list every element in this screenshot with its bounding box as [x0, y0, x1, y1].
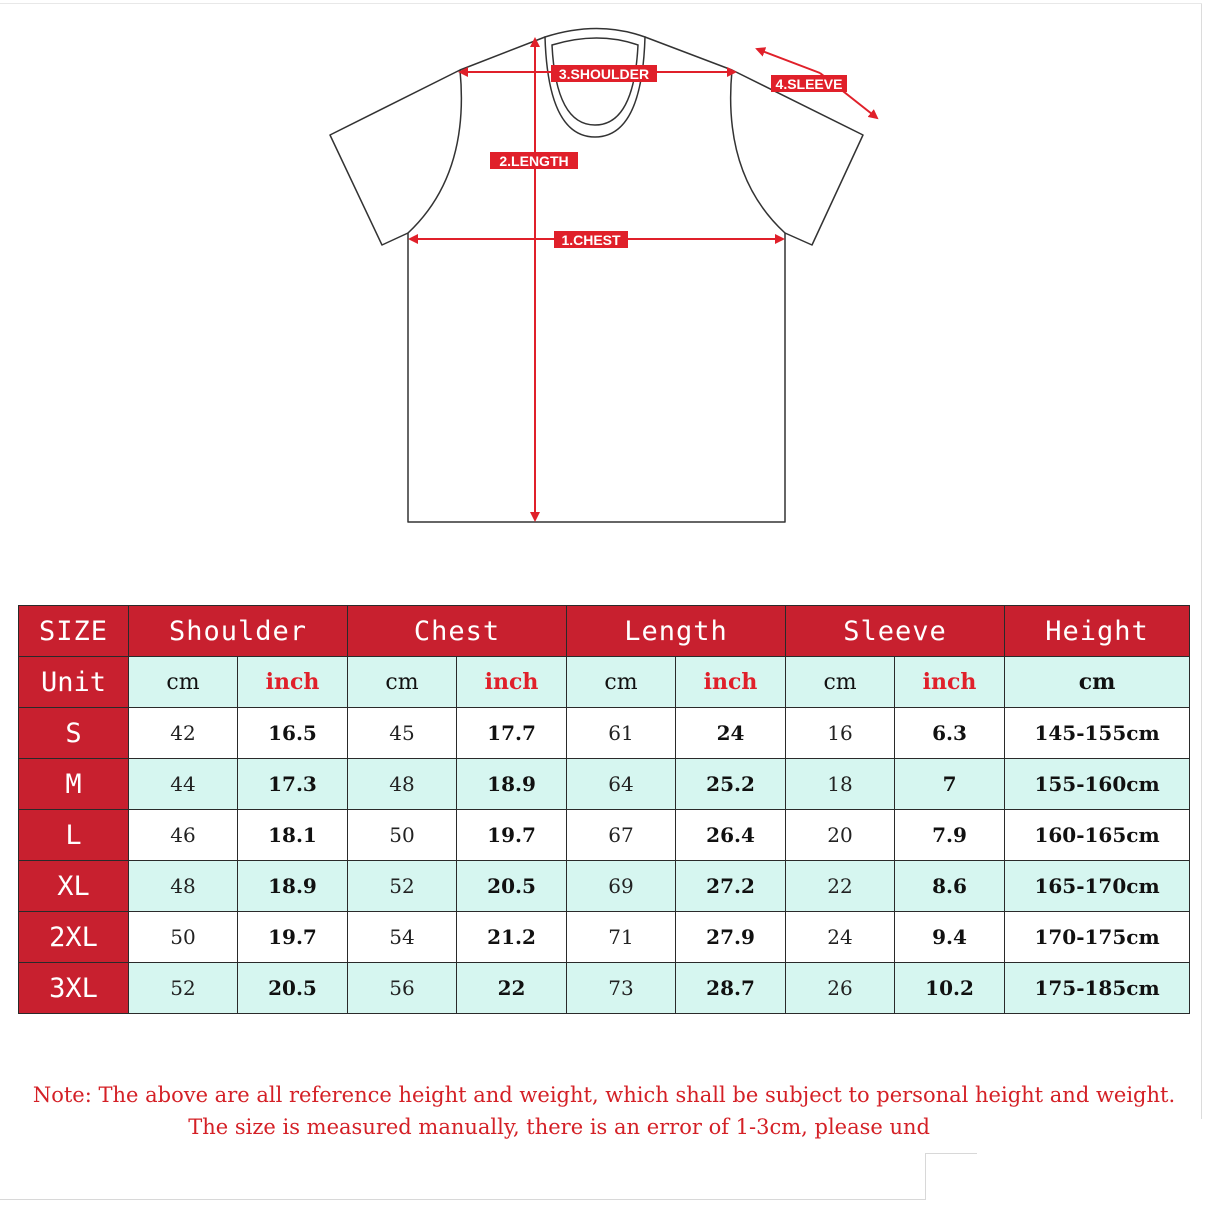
shoulder-cm-cell: 48 [129, 861, 238, 912]
chest-in-cell: 22 [457, 963, 567, 1014]
length-in-cell: 28.7 [676, 963, 786, 1014]
table-row [19, 810, 1190, 861]
shoulder-in-cell: 18.9 [238, 861, 348, 912]
unit-cm: cm [567, 657, 676, 708]
table-header-row [19, 606, 1190, 657]
header-height: Height [1005, 606, 1190, 657]
unit-cm: cm [129, 657, 238, 708]
unit-height-cm: cm [1005, 657, 1190, 708]
shoulder-in-cell: 18.1 [238, 810, 348, 861]
shoulder-in-cell: 19.7 [238, 912, 348, 963]
frame-bottom-notch [925, 1154, 926, 1200]
height-cell: 170-175cm [1005, 912, 1190, 963]
chest-in-cell: 18.9 [457, 759, 567, 810]
unit-cm: cm [786, 657, 895, 708]
length-cm-cell: 64 [567, 759, 676, 810]
length-cm-cell: 69 [567, 861, 676, 912]
size-cell: S [19, 708, 129, 759]
chest-cm-cell: 54 [348, 912, 457, 963]
sleeve-in-cell: 9.4 [895, 912, 1005, 963]
header-size: SIZE [19, 606, 129, 657]
chest-cm-cell: 45 [348, 708, 457, 759]
frame-right-line [1201, 4, 1202, 1119]
length-cm-cell: 71 [567, 912, 676, 963]
header-chest: Chest [348, 606, 567, 657]
sleeve-cm-cell: 20 [786, 810, 895, 861]
chest-in-cell: 21.2 [457, 912, 567, 963]
length-in-cell: 27.2 [676, 861, 786, 912]
shoulder-cm-cell: 50 [129, 912, 238, 963]
size-cell: 2XL [19, 912, 129, 963]
frame-bottom-notch-top [925, 1153, 977, 1154]
length-cm-cell: 61 [567, 708, 676, 759]
sleeve-cm-cell: 16 [786, 708, 895, 759]
sleeve-label: 4.SLEEVE [775, 76, 843, 92]
chest-cm-cell: 52 [348, 861, 457, 912]
size-cell: L [19, 810, 129, 861]
shoulder-label: 3.SHOULDER [558, 66, 650, 82]
tshirt-diagram [320, 25, 890, 530]
chest-cm-cell: 50 [348, 810, 457, 861]
chest-cm-cell: 56 [348, 963, 457, 1014]
size-cell: M [19, 759, 129, 810]
shoulder-cm-cell: 52 [129, 963, 238, 1014]
sleeve-cm-cell: 26 [786, 963, 895, 1014]
table-row [19, 963, 1190, 1014]
chest-cm-cell: 48 [348, 759, 457, 810]
height-cell: 145-155cm [1005, 708, 1190, 759]
unit-cm: cm [348, 657, 457, 708]
length-in-cell: 26.4 [676, 810, 786, 861]
sleeve-in-cell: 7 [895, 759, 1005, 810]
frame-top-line [0, 3, 1202, 4]
table-row [19, 708, 1190, 759]
height-cell: 165-170cm [1005, 861, 1190, 912]
table-row [19, 912, 1190, 963]
note-line-2: The size is measured manually, there is an error of 1-3cm, please und [188, 1115, 930, 1139]
size-chart-table [18, 605, 1190, 1014]
length-cm-cell: 73 [567, 963, 676, 1014]
sleeve-in-cell: 8.6 [895, 861, 1005, 912]
table-row [19, 861, 1190, 912]
sleeve-in-cell: 6.3 [895, 708, 1005, 759]
chest-in-cell: 20.5 [457, 861, 567, 912]
sleeve-cm-cell: 22 [786, 861, 895, 912]
unit-inch: inch [238, 657, 348, 708]
shoulder-in-cell: 16.5 [238, 708, 348, 759]
header-length: Length [567, 606, 786, 657]
unit-row [19, 657, 1190, 708]
sleeve-cm-cell: 24 [786, 912, 895, 963]
unit-inch: inch [457, 657, 567, 708]
chest-in-cell: 19.7 [457, 810, 567, 861]
length-in-cell: 25.2 [676, 759, 786, 810]
shoulder-in-cell: 20.5 [238, 963, 348, 1014]
header-sleeve: Sleeve [786, 606, 1005, 657]
table-row [19, 759, 1190, 810]
sleeve-arrow [757, 49, 820, 73]
note-line-1: Note: The above are all reference height and weight, which shall be subject to personal height and weight. [32, 1083, 1176, 1107]
height-cell: 175-185cm [1005, 963, 1190, 1014]
length-in-cell: 24 [676, 708, 786, 759]
shoulder-cm-cell: 42 [129, 708, 238, 759]
shoulder-cm-cell: 44 [129, 759, 238, 810]
unit-inch: inch [676, 657, 786, 708]
chest-label: 1.CHEST [561, 232, 621, 248]
length-in-cell: 27.9 [676, 912, 786, 963]
length-label: 2.LENGTH [499, 153, 569, 169]
sleeve-in-cell: 10.2 [895, 963, 1005, 1014]
shoulder-cm-cell: 46 [129, 810, 238, 861]
unit-label: Unit [19, 657, 129, 708]
height-cell: 155-160cm [1005, 759, 1190, 810]
header-shoulder: Shoulder [129, 606, 348, 657]
sleeve-cm-cell: 18 [786, 759, 895, 810]
size-cell: 3XL [19, 963, 129, 1014]
length-cm-cell: 67 [567, 810, 676, 861]
shoulder-in-cell: 17.3 [238, 759, 348, 810]
unit-inch: inch [895, 657, 1005, 708]
chest-in-cell: 17.7 [457, 708, 567, 759]
frame-bottom-line [0, 1199, 926, 1200]
height-cell: 160-165cm [1005, 810, 1190, 861]
size-cell: XL [19, 861, 129, 912]
sleeve-in-cell: 7.9 [895, 810, 1005, 861]
